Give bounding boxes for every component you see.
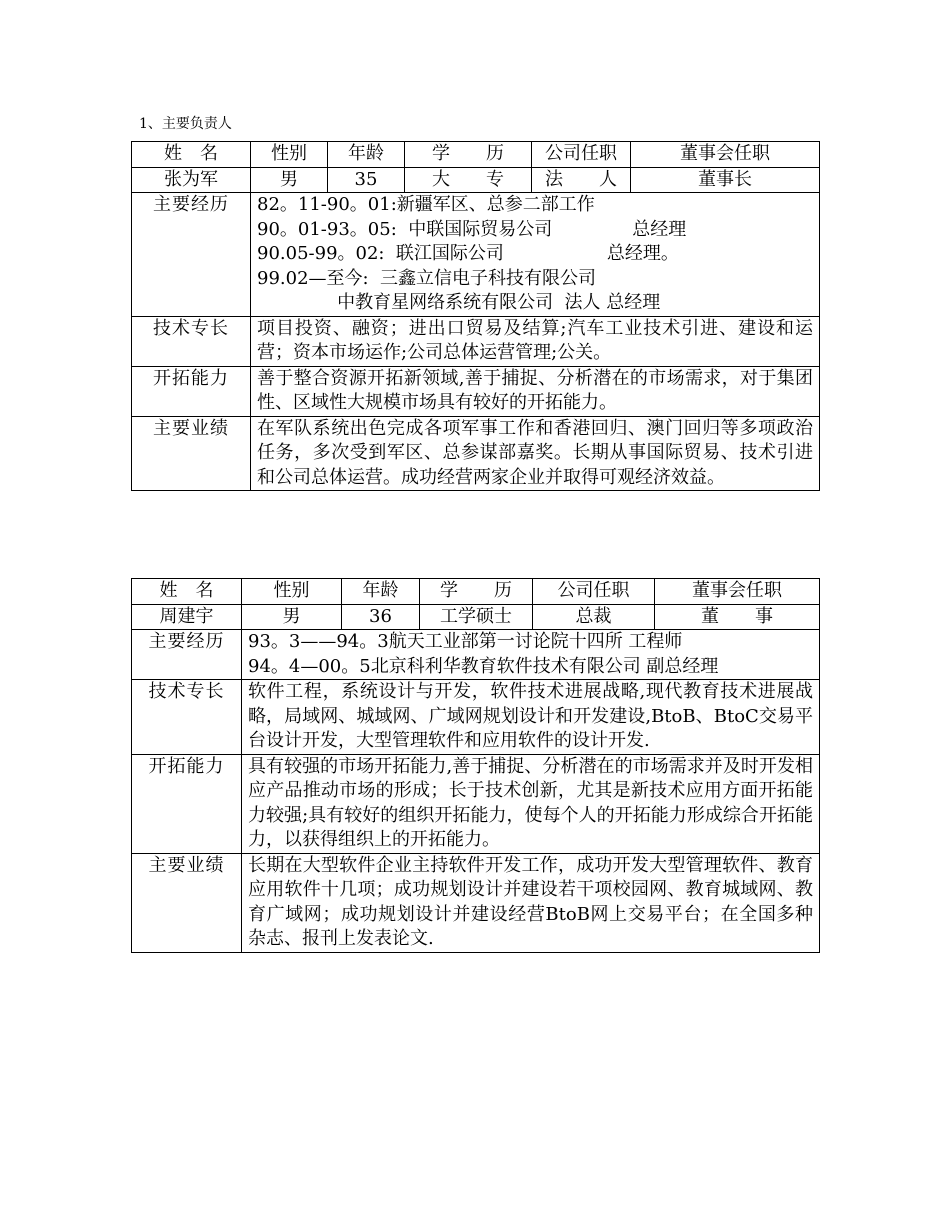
ability-label: 开拓能力 [132, 754, 242, 853]
header-company-role: 公司任职 [533, 579, 655, 605]
section-title: 1、主要负责人 [139, 116, 232, 132]
ability-text: 善于整合资源开拓新领域,善于捕捉、分析潜在的市场需求，对于集团性、区域性大规模市场具有较好的开拓能力。 [257, 367, 813, 413]
header-board-role: 董事会任职 [631, 142, 820, 168]
expertise-label: 技术专长 [132, 680, 242, 755]
experience-label: 主要经历 [132, 630, 242, 680]
experience-line: 94。4—00。5北京科利华教育软件技术有限公司 副总经理 [248, 655, 719, 677]
person-name: 张为军 [132, 167, 251, 193]
header-age: 年龄 [328, 142, 405, 168]
info-row [132, 167, 820, 193]
experience-content [251, 193, 820, 317]
ability-label: 开拓能力 [132, 366, 251, 416]
experience-label: 主要经历 [132, 193, 251, 317]
ability-content [242, 754, 820, 853]
achievements-text: 长期在大型软件企业主持软件开发工作，成功开发大型管理软件、教育应用软件十几项；成功规划设计并建设若干项校园网、教育城域网、教育广域网；成功规划设计并建设经营BtoB网上交易平台；在全国多种杂志、报刊上发表论文. [248, 854, 813, 949]
ability-text: 具有较强的市场开拓能力,善于捕捉、分析潜在的市场需求并及时开发相应产品推动市场的形成；长于技术创新，尤其是新技术应用方面开拓能力较强;具有较好的组织开拓能力，使每个人的开拓能力形成综合开拓能力，以获得组织上的开拓能力。 [248, 755, 813, 850]
expertise-row [132, 680, 820, 755]
header-company-role: 公司任职 [532, 142, 631, 168]
expertise-content [242, 680, 820, 755]
experience-row [132, 193, 820, 317]
achievements-row [132, 853, 820, 952]
header-gender: 性别 [251, 142, 328, 168]
header-name: 姓 名 [132, 142, 251, 168]
expertise-row [132, 316, 820, 366]
header-gender: 性别 [242, 579, 342, 605]
experience-line: 90.05-99。02: 联江国际公司 总经理。 [257, 243, 679, 264]
ability-content [251, 366, 820, 416]
person-board-role: 董 事 [655, 604, 820, 630]
ability-row [132, 754, 820, 853]
header-education: 学 历 [405, 142, 532, 168]
experience-line: 90。01-93。05: 中联国际贸易公司 总经理 [257, 218, 687, 240]
person-table-1 [131, 141, 820, 491]
person-age: 36 [342, 604, 420, 630]
achievements-content [251, 416, 820, 491]
person-gender: 男 [251, 167, 328, 193]
header-row [132, 579, 820, 605]
header-name: 姓 名 [132, 579, 242, 605]
achievements-row [132, 416, 820, 491]
header-education: 学 历 [420, 579, 533, 605]
header-age: 年龄 [342, 579, 420, 605]
person-education: 大 专 [405, 167, 532, 193]
experience-line: 82。11-90。01:新疆军区、总参二部工作 [257, 194, 595, 215]
header-row [132, 142, 820, 168]
expertise-content [251, 316, 820, 366]
experience-line: 93。3——94。3航天工业部第一讨论院十四所 工程师 [248, 631, 683, 652]
experience-content [242, 630, 820, 680]
experience-line: 中教育星网络系统有限公司 法人 总经理 [257, 292, 661, 313]
ability-row [132, 366, 820, 416]
achievements-text: 在军队系统出色完成各项军事工作和香港回归、澳门回归等多项政治任务，多次受到军区、总参谋部嘉奖。长期从事国际贸易、技术引进和公司总体运营。成功经营两家企业并取得可观经济效益。 [257, 417, 813, 488]
expertise-label: 技术专长 [132, 316, 251, 366]
achievements-label: 主要业绩 [132, 853, 242, 952]
person-company-role: 法 人 [532, 167, 631, 193]
person-education: 工学硕士 [420, 604, 533, 630]
experience-row [132, 630, 820, 680]
expertise-text: 软件工程，系统设计与开发，软件技术进展战略,现代教育技术进展战略，局域网、城域网、广域网规划设计和开发建设,BtoB、BtoC交易平台设计开发，大型管理软件和应用软件的设计开发. [248, 681, 813, 751]
person-table-2 [131, 578, 820, 953]
person-gender: 男 [242, 604, 342, 630]
expertise-text: 项目投资、融资；进出口贸易及结算;汽车工业技术引进、建设和运营；资本市场运作;公司总体运营管理;公关。 [257, 317, 813, 363]
person-name: 周建宇 [132, 604, 242, 630]
person-board-role: 董事长 [631, 167, 820, 193]
person-company-role: 总裁 [533, 604, 655, 630]
experience-line: 99.02—至今: 三鑫立信电子科技有限公司 [257, 267, 597, 289]
achievements-label: 主要业绩 [132, 416, 251, 491]
info-row [132, 604, 820, 630]
person-age: 35 [328, 167, 405, 193]
header-board-role: 董事会任职 [655, 579, 820, 605]
achievements-content [242, 853, 820, 952]
